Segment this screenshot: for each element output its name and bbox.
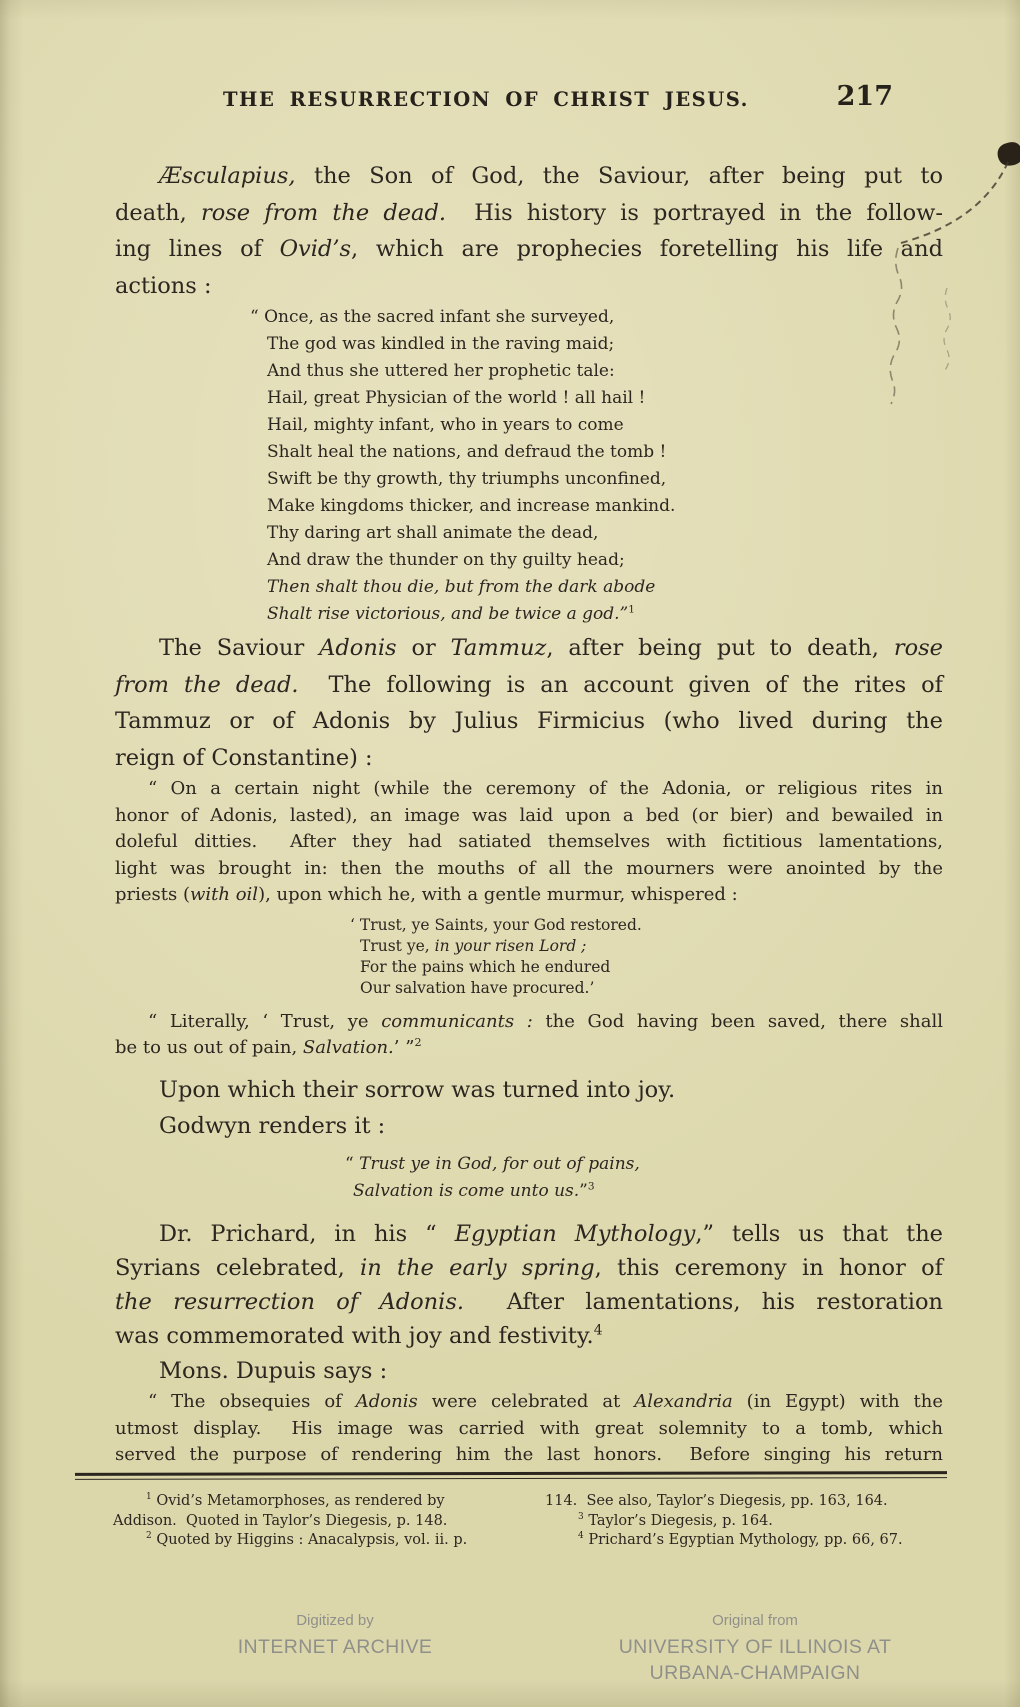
text-line	[250, 304, 943, 331]
text-segment: were celebrated at	[417, 1391, 635, 1412]
text-line	[115, 1319, 943, 1353]
block-paragraph	[115, 1217, 943, 1353]
text-segment: Trust ye,	[360, 936, 435, 955]
text-segment: 1	[146, 1492, 152, 1503]
text-segment: Ovid’s Metamorphoses, as rendered by	[151, 1493, 445, 1509]
pen-mark	[944, 288, 950, 370]
text-line	[115, 1442, 943, 1469]
text-line	[350, 957, 943, 978]
footnotes	[113, 1492, 951, 1551]
text-line	[250, 547, 943, 574]
text-line	[250, 358, 943, 385]
text-line	[250, 412, 943, 439]
text-segment: Salvation.	[302, 1037, 394, 1058]
text-line	[115, 158, 943, 195]
text-segment: And draw the thunder on thy guilty head;	[267, 550, 625, 570]
text-segment: For the pains which he endured	[360, 957, 611, 976]
block-smallquote	[115, 1009, 943, 1062]
block-paragraph	[115, 1072, 943, 1109]
text-line	[115, 829, 943, 856]
text-segment: The following is an account given of the rites of	[298, 671, 943, 698]
text-segment: actions :	[115, 272, 212, 299]
text-segment: 4	[593, 1322, 603, 1338]
text-line	[115, 1251, 943, 1285]
text-line	[250, 385, 943, 412]
footnote-column-right	[545, 1492, 951, 1551]
text-line	[115, 1035, 943, 1062]
text-segment: Salvation is come unto us.	[353, 1180, 580, 1201]
stamp-line: Digitized by	[296, 1612, 374, 1629]
text-line	[250, 493, 943, 520]
page-content	[115, 158, 943, 1469]
text-line	[115, 630, 943, 667]
text-line	[115, 740, 943, 777]
block-centerverse	[345, 1151, 943, 1205]
text-line	[115, 1416, 943, 1443]
text-segment: After lamentations, his restoration	[464, 1288, 943, 1315]
text-segment: 1	[628, 603, 635, 616]
text-segment: , this ceremony in honor of	[594, 1254, 943, 1281]
text-segment: in the early spring	[360, 1254, 595, 1281]
text-segment: utmost display. His image was carried with great solemnity to a tomb, which	[115, 1417, 943, 1439]
text-segment: Shalt rise victorious, and be twice a god.”	[267, 604, 629, 624]
text-segment: Shalt heal the nations, and defraud the tomb !	[267, 442, 667, 462]
text-segment: in your risen Lord ;	[434, 936, 587, 955]
text-segment: Tammuz or of Adonis by Julius Firmicius (who lived during the	[115, 708, 943, 734]
text-segment: Ovid’s	[279, 236, 352, 262]
text-line	[115, 231, 943, 268]
text-line	[115, 1285, 943, 1319]
text-line	[115, 1108, 943, 1145]
text-segment: And thus she uttered her prophetic tale:	[267, 361, 615, 381]
text-segment: Egyptian Mythology	[454, 1220, 696, 1247]
text-segment: 3	[578, 1511, 584, 1522]
block-smallverse	[350, 915, 943, 999]
text-line	[115, 268, 943, 305]
text-segment: from the dead.	[115, 671, 299, 698]
text-line	[345, 1151, 943, 1178]
text-segment: “	[345, 1153, 360, 1174]
footnote-line	[545, 1531, 951, 1551]
text-segment: ,” tells us that the	[695, 1220, 944, 1247]
block-smallquote	[115, 776, 943, 909]
block-paragraph	[115, 1108, 943, 1145]
text-line	[115, 1217, 943, 1251]
stamp-line: URBANA-CHAMPAIGN	[649, 1662, 861, 1684]
text-line	[115, 195, 943, 232]
footnote-line	[113, 1492, 519, 1512]
page-header	[115, 81, 943, 126]
text-segment: Mons. Dupuis says :	[159, 1357, 388, 1384]
text-segment: “ On a certain night (while the ceremony of the Adonia, or religious rites in	[148, 778, 943, 799]
block-paragraph	[115, 630, 943, 776]
text-segment: served the purpose of rendering him the last honors. Before singing his return	[115, 1444, 943, 1465]
text-segment: 3	[587, 1179, 595, 1192]
text-segment: ’ ”	[393, 1037, 415, 1058]
text-segment: with oil	[190, 884, 259, 905]
text-line	[115, 856, 943, 883]
text-segment: , which are prophecies foretelling his life and	[351, 236, 943, 262]
text-segment: Adonis	[319, 635, 397, 661]
text-line	[115, 1072, 943, 1109]
text-segment: Upon which their sorrow was turned into joy.	[159, 1076, 676, 1103]
text-segment: “ Literally, ‘ Trust, ye	[148, 1010, 382, 1032]
text-segment: Æsculapius,	[159, 163, 296, 189]
text-segment: , after being put to death,	[546, 635, 894, 661]
text-segment: “ Once, as the sacred infant she surveyed,	[250, 307, 615, 327]
text-segment: reign of Constantine) :	[115, 744, 373, 771]
block-paragraph	[115, 158, 943, 304]
text-segment: (in Egypt) with the	[732, 1391, 943, 1412]
text-segment: The god was kindled in the raving maid;	[267, 334, 615, 354]
text-line	[115, 703, 943, 740]
text-segment: Hail, great Physician of the world ! all hail !	[267, 388, 646, 408]
text-segment: rose	[893, 635, 943, 661]
text-segment: be to us out of pain,	[115, 1037, 303, 1058]
original-from-stamp	[540, 1608, 970, 1686]
text-segment: Hail, mighty infant, who in years to come	[267, 415, 624, 435]
text-line	[250, 601, 943, 628]
text-segment: 4	[578, 1531, 584, 1542]
text-segment: Adonis	[355, 1391, 418, 1412]
text-segment: doleful ditties. After they had satiated themselves with fictitious lamentations,	[115, 831, 943, 852]
text-segment: His history is portrayed in the follow-	[446, 199, 943, 226]
stamp-line: UNIVERSITY OF ILLINOIS AT	[618, 1636, 892, 1658]
text-segment: ing lines of	[115, 236, 280, 262]
text-segment: the Son of God, the Saviour, after being put to	[295, 163, 943, 189]
text-line	[250, 331, 943, 358]
text-segment: Swift be thy growth, thy triumphs unconfined,	[267, 469, 667, 489]
text-line	[115, 1389, 943, 1416]
text-segment: 114. See also, Taylor’s Diegesis, pp. 163, 164.	[545, 1493, 888, 1509]
text-segment: Syrians celebrated,	[115, 1254, 361, 1281]
text-segment: Addison. Quoted in Taylor’s Diegesis, p. 148.	[113, 1512, 448, 1529]
text-segment: rose from the dead.	[200, 199, 447, 226]
text-segment: Quoted by Higgins : Anacalypsis, vol. ii. p.	[151, 1532, 468, 1548]
digitized-by-stamp	[120, 1608, 550, 1660]
text-segment: ), upon which he, with a gentle murmur, whispered :	[258, 884, 738, 905]
footnote-column-left	[113, 1492, 519, 1551]
text-line	[250, 466, 943, 493]
text-line	[350, 915, 943, 936]
text-line	[115, 882, 943, 909]
text-segment: honor of Adonis, lasted), an image was laid upon a bed (or bier) and bewailed in	[115, 804, 943, 826]
text-line	[345, 1178, 943, 1205]
text-segment: light was brought in: then the mouths of all the mourners were anointed by the	[115, 857, 943, 879]
text-segment: Dr. Prichard, in his “	[159, 1220, 455, 1247]
text-segment: ‘ Trust, ye Saints, your God restored.	[350, 915, 642, 934]
footnote-line	[113, 1512, 519, 1532]
text-segment: Trust ye in God, for out of pains,	[359, 1153, 640, 1174]
running-title: THE RESURRECTION OF CHRIST JESUS.	[223, 88, 749, 111]
text-segment: the resurrection of Adonis.	[115, 1288, 465, 1315]
text-segment: or	[396, 635, 451, 661]
text-segment: was commemorated with joy and festivity.	[115, 1322, 594, 1349]
footnote-line	[113, 1531, 519, 1551]
text-segment: Alexandria	[634, 1391, 733, 1412]
text-segment: 2	[414, 1036, 422, 1049]
text-segment: death,	[115, 199, 201, 226]
text-line	[250, 574, 943, 601]
text-segment: Thy daring art shall animate the dead,	[267, 523, 599, 543]
text-segment: priests (	[115, 884, 190, 905]
footnote-line	[545, 1512, 951, 1532]
text-segment: ”	[579, 1180, 588, 1201]
text-segment: Godwyn renders it :	[159, 1113, 386, 1139]
text-line	[250, 439, 943, 466]
text-segment: The Saviour	[159, 635, 320, 661]
text-line	[115, 776, 943, 803]
text-segment: Then shalt thou die, but from the dark abode	[267, 577, 656, 597]
text-line	[115, 1353, 943, 1390]
block-paragraph	[115, 1353, 943, 1390]
page-number: 217	[836, 81, 893, 112]
text-segment: the God having been saved, there shall	[532, 1010, 943, 1032]
stamp-line: INTERNET ARCHIVE	[237, 1636, 433, 1658]
text-segment: Make kingdoms thicker, and increase mankind.	[267, 496, 676, 516]
block-smallquote	[115, 1389, 943, 1469]
footnote-divider	[75, 1471, 947, 1480]
text-line	[350, 978, 943, 999]
text-segment: Taylor’s Diegesis, p. 164.	[583, 1512, 773, 1529]
text-line	[250, 520, 943, 547]
text-line	[115, 803, 943, 830]
text-segment: “ The obsequies of	[148, 1391, 356, 1412]
text-segment: communicants :	[381, 1010, 533, 1032]
stamp-line: Original from	[712, 1612, 798, 1629]
footnote-line	[545, 1492, 951, 1512]
text-line	[350, 936, 943, 957]
ink-blot	[998, 142, 1020, 166]
text-segment: Tammuz	[450, 635, 547, 661]
block-poem	[250, 304, 943, 628]
text-segment: Our salvation have procured.’	[360, 978, 595, 997]
text-segment: Prichard’s Egyptian Mythology, pp. 66, 67.	[583, 1532, 903, 1548]
text-line	[115, 1009, 943, 1036]
text-segment: 2	[146, 1531, 152, 1542]
text-line	[115, 667, 943, 704]
